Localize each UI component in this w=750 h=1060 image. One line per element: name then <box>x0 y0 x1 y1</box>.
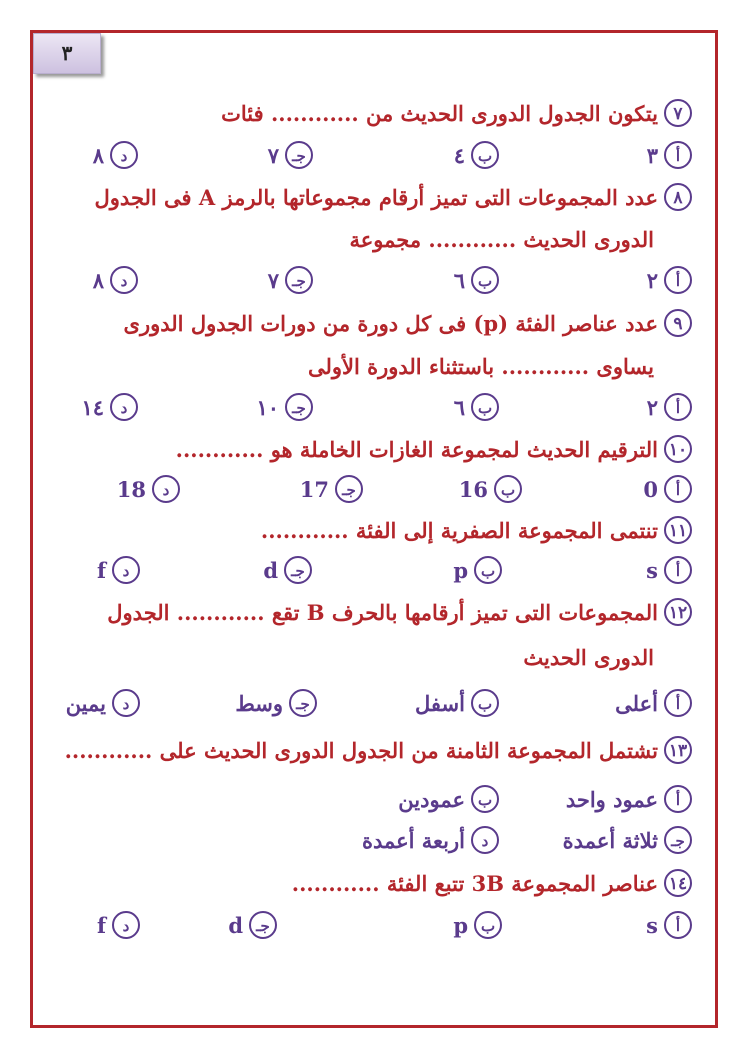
option-value: أسفل <box>415 690 465 716</box>
option-letter-circle: جـ <box>284 556 312 584</box>
option-b[interactable] <box>459 472 522 506</box>
option-letter-circle: أ <box>664 911 692 939</box>
question-text: المجموعات التى تميز أرقامها بالحرف B تقع ............ الجدول <box>107 599 658 625</box>
option-value: ٢ <box>646 267 658 293</box>
option-d[interactable] <box>66 686 140 720</box>
option-letter-circle: د <box>471 826 499 854</box>
option-a[interactable] <box>646 908 692 942</box>
option-b[interactable] <box>453 553 502 587</box>
question-number: ١١ <box>664 516 692 544</box>
option-letter-circle: د <box>110 141 138 169</box>
option-b[interactable] <box>398 782 499 816</box>
option-value: d <box>228 912 243 938</box>
option-c[interactable] <box>228 908 277 942</box>
options-row-13b <box>0 823 750 857</box>
option-d[interactable] <box>93 138 138 172</box>
question-11 <box>261 513 692 547</box>
options-row-12 <box>0 686 750 720</box>
option-letter-circle: أ <box>664 689 692 717</box>
option-value: f <box>96 912 106 938</box>
option-value: أعلى <box>615 690 658 716</box>
question-text: تشتمل المجموعة الثامنة من الجدول الدورى الحديث على ............ <box>64 737 658 763</box>
option-letter-circle: جـ <box>664 826 692 854</box>
option-value: وسط <box>235 690 283 716</box>
question-9-continued <box>308 349 654 383</box>
options-row-10 <box>0 472 750 506</box>
page-number: ٣ <box>33 33 101 74</box>
options-row-14 <box>0 908 750 942</box>
question-9 <box>124 306 692 340</box>
question-text: الترقيم الحديث لمجموعة الغازات الخاملة هو ............ <box>175 436 658 462</box>
option-letter-circle: ب <box>471 266 499 294</box>
question-number: ١٢ <box>664 598 692 626</box>
option-value: p <box>453 912 468 938</box>
option-value: 17 <box>299 476 329 502</box>
option-letter-circle: أ <box>664 785 692 813</box>
option-d[interactable] <box>362 823 499 857</box>
question-7 <box>221 96 692 130</box>
option-d[interactable] <box>93 263 138 297</box>
option-value: ٦ <box>453 394 465 420</box>
option-b[interactable] <box>454 263 499 297</box>
option-letter-circle: د <box>112 689 140 717</box>
option-value: ٤ <box>453 142 465 168</box>
question-8-continued <box>350 222 655 256</box>
option-a[interactable] <box>647 390 692 424</box>
option-letter-circle: د <box>152 475 180 503</box>
option-c[interactable] <box>300 472 363 506</box>
question-number: ٧ <box>664 99 692 127</box>
option-value: s <box>646 557 658 583</box>
question-13 <box>65 733 692 767</box>
options-row-13a <box>0 782 750 816</box>
option-letter-circle: أ <box>664 556 692 584</box>
question-8 <box>95 180 692 214</box>
option-b[interactable] <box>454 138 499 172</box>
option-letter-circle: جـ <box>289 689 317 717</box>
option-a[interactable] <box>647 263 692 297</box>
option-value: ١٠ <box>256 394 279 420</box>
option-value: ٨ <box>92 267 104 293</box>
option-d[interactable] <box>97 553 140 587</box>
option-value: ٧ <box>267 267 279 293</box>
option-c[interactable] <box>256 390 313 424</box>
option-letter-circle: د <box>110 393 138 421</box>
question-text: عدد عناصر الفئة (p) فى كل دورة من دورات الجدول الدورى <box>123 310 658 336</box>
option-value: p <box>453 557 468 583</box>
question-12-continued <box>523 640 654 674</box>
question-text: عدد المجموعات التى تميز أرقام مجموعاتها بالرمز A فى الجدول <box>94 184 658 210</box>
option-c[interactable] <box>563 823 692 857</box>
question-number: ١٠ <box>664 435 692 463</box>
option-d[interactable] <box>81 390 138 424</box>
option-letter-circle: جـ <box>249 911 277 939</box>
option-letter-circle: أ <box>664 475 692 503</box>
option-a[interactable] <box>646 553 692 587</box>
option-letter-circle: أ <box>664 266 692 294</box>
options-row-7 <box>0 138 750 172</box>
question-number: ٩ <box>664 309 692 337</box>
option-value: ثلاثة أعمدة <box>562 827 658 853</box>
option-c[interactable] <box>268 138 313 172</box>
option-value: ٢ <box>646 394 658 420</box>
question-text: عناصر المجموعة 3B تتبع الفئة ............ <box>291 870 658 896</box>
option-d[interactable] <box>97 908 140 942</box>
question-12 <box>107 595 692 629</box>
option-letter-circle: د <box>112 911 140 939</box>
question-text: يساوى ............ باستثناء الدورة الأولى <box>307 353 654 379</box>
option-a[interactable] <box>615 686 692 720</box>
option-value: ١٤ <box>81 394 104 420</box>
question-text: الدورى الحديث ............ مجموعة <box>349 226 654 252</box>
option-value: عمود واحد <box>565 786 658 812</box>
option-letter-circle: ب <box>474 556 502 584</box>
option-value: d <box>263 557 278 583</box>
option-value: 0 <box>643 476 658 502</box>
option-letter-circle: أ <box>664 393 692 421</box>
option-c[interactable] <box>263 553 312 587</box>
options-row-11 <box>0 553 750 587</box>
question-text: الدورى الحديث <box>523 644 654 670</box>
option-letter-circle: ب <box>471 141 499 169</box>
option-value: يمين <box>65 690 106 716</box>
option-a[interactable] <box>643 472 692 506</box>
option-letter-circle: ب <box>471 785 499 813</box>
option-b[interactable] <box>415 686 499 720</box>
option-letter-circle: جـ <box>285 141 313 169</box>
option-letter-circle: ب <box>494 475 522 503</box>
option-value: أربعة أعمدة <box>361 827 465 853</box>
option-value: ٨ <box>92 142 104 168</box>
option-value: 16 <box>458 476 488 502</box>
option-value: عمودين <box>398 786 465 812</box>
option-letter-circle: د <box>110 266 138 294</box>
option-letter-circle: أ <box>664 141 692 169</box>
option-letter-circle: جـ <box>285 393 313 421</box>
option-letter-circle: ب <box>474 911 502 939</box>
option-a[interactable] <box>647 138 692 172</box>
option-letter-circle: جـ <box>335 475 363 503</box>
option-value: ٣ <box>646 142 658 168</box>
question-14 <box>292 866 692 900</box>
options-row-8 <box>0 263 750 297</box>
option-letter-circle: جـ <box>285 266 313 294</box>
question-number: ١٣ <box>664 736 692 764</box>
option-letter-circle: د <box>112 556 140 584</box>
question-text: يتكون الجدول الدورى الحديث من ............ فئات <box>221 100 658 126</box>
question-text: تنتمى المجموعة الصفرية إلى الفئة ............ <box>260 517 658 543</box>
option-c[interactable] <box>268 263 313 297</box>
option-value: ٧ <box>267 142 279 168</box>
option-b[interactable] <box>453 908 502 942</box>
question-number: ٨ <box>664 183 692 211</box>
question-10 <box>176 432 692 466</box>
option-value: s <box>646 912 658 938</box>
option-d[interactable] <box>117 472 180 506</box>
option-letter-circle: ب <box>471 689 499 717</box>
option-value: f <box>96 557 106 583</box>
option-c[interactable] <box>235 686 317 720</box>
options-row-9 <box>0 390 750 424</box>
option-letter-circle: ب <box>471 393 499 421</box>
option-a[interactable] <box>566 782 692 816</box>
question-number: ١٤ <box>664 869 692 897</box>
option-value: ٦ <box>453 267 465 293</box>
option-value: 18 <box>116 476 146 502</box>
option-b[interactable] <box>454 390 499 424</box>
